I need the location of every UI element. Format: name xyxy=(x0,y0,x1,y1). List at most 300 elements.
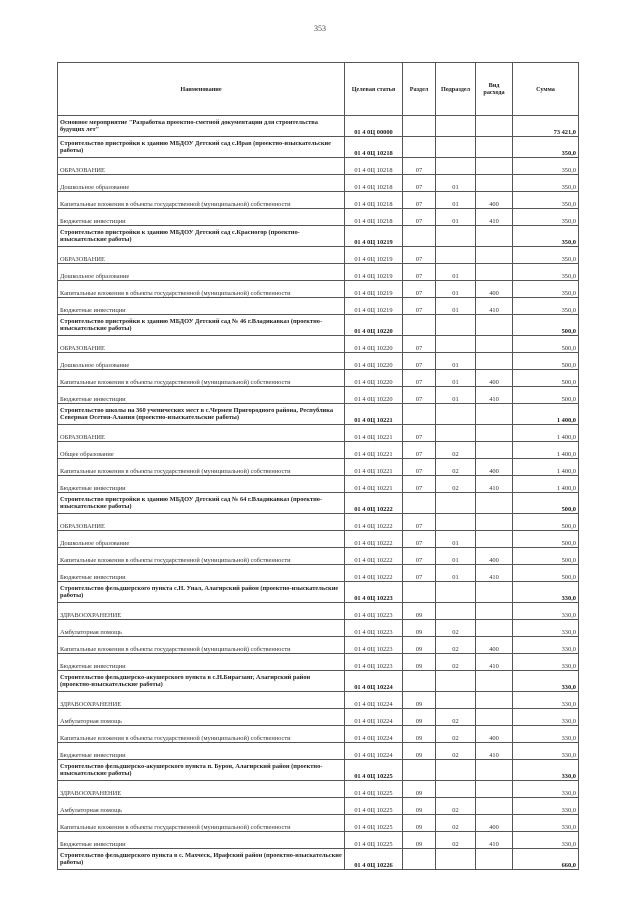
row-sum: 500,0 xyxy=(513,336,579,353)
row-sum: 350,0 xyxy=(513,137,579,158)
row-sum: 500,0 xyxy=(513,315,579,336)
row-section: 07 xyxy=(403,425,436,442)
row-subsection: 02 xyxy=(436,654,476,671)
row-expense-type xyxy=(476,175,513,192)
row-subsection xyxy=(436,493,476,514)
row-subsection xyxy=(436,582,476,603)
row-section xyxy=(403,404,436,425)
row-name: Бюджетные инвестиции xyxy=(58,298,345,315)
row-code: 01 4 0Ц 10222 xyxy=(345,531,403,548)
row-sum: 500,0 xyxy=(513,514,579,531)
row-section: 09 xyxy=(403,743,436,760)
row-expense-type xyxy=(476,692,513,709)
row-section: 07 xyxy=(403,476,436,493)
row-code: 01 4 0Ц 10224 xyxy=(345,743,403,760)
row-code: 01 4 0Ц 10223 xyxy=(345,582,403,603)
row-section: 07 xyxy=(403,192,436,209)
row-section: 07 xyxy=(403,565,436,582)
row-subsection xyxy=(436,226,476,247)
table-row xyxy=(58,692,579,709)
row-code: 01 4 0Ц 10222 xyxy=(345,514,403,531)
row-name: Строительство фельдшерского пункта в с. Махческ, Ирафский район (проектно-изыскательские работы) xyxy=(58,849,345,870)
table-row xyxy=(58,387,579,404)
row-sum: 350,0 xyxy=(513,209,579,226)
header-code: Целевая статья xyxy=(345,63,403,116)
row-section: 07 xyxy=(403,209,436,226)
row-code: 01 4 0Ц 10225 xyxy=(345,781,403,798)
row-subsection: 02 xyxy=(436,743,476,760)
row-section: 07 xyxy=(403,175,436,192)
table-row xyxy=(58,565,579,582)
row-expense-type xyxy=(476,442,513,459)
table-row xyxy=(58,336,579,353)
table-row xyxy=(58,226,579,247)
row-name: Капитальные вложения в объекты государственной (муниципальной) собственности xyxy=(58,726,345,743)
row-subsection xyxy=(436,603,476,620)
row-name: Дошкольное образование xyxy=(58,264,345,281)
row-code: 01 4 0Ц 10219 xyxy=(345,247,403,264)
row-code: 01 4 0Ц 10219 xyxy=(345,281,403,298)
row-name: Строительство пристройки к зданию МБДОУ Детский сад № 46 г.Владикавказ (проектно-изыскательские работы) xyxy=(58,315,345,336)
row-expense-type: 400 xyxy=(476,192,513,209)
row-section xyxy=(403,849,436,870)
row-code: 01 4 0Ц 10221 xyxy=(345,404,403,425)
row-expense-type: 400 xyxy=(476,370,513,387)
row-name: Капитальные вложения в объекты государственной (муниципальной) собственности xyxy=(58,637,345,654)
header-subsection: Подраздел xyxy=(436,63,476,116)
row-name: Амбулаторная помощь xyxy=(58,709,345,726)
row-expense-type: 410 xyxy=(476,298,513,315)
row-section xyxy=(403,493,436,514)
row-section xyxy=(403,315,436,336)
row-name: ОБРАЗОВАНИЕ xyxy=(58,158,345,175)
row-subsection: 01 xyxy=(436,565,476,582)
row-expense-type xyxy=(476,226,513,247)
row-expense-type xyxy=(476,116,513,137)
row-expense-type xyxy=(476,137,513,158)
page-number: 353 xyxy=(314,24,326,33)
row-subsection xyxy=(436,315,476,336)
row-expense-type: 400 xyxy=(476,548,513,565)
table-body xyxy=(58,116,579,870)
row-name: Общее образование xyxy=(58,442,345,459)
row-name: Бюджетные инвестиции xyxy=(58,209,345,226)
row-code: 01 4 0Ц 10224 xyxy=(345,726,403,743)
row-section: 07 xyxy=(403,298,436,315)
row-name: Капитальные вложения в объекты государственной (муниципальной) собственности xyxy=(58,192,345,209)
row-sum: 330,0 xyxy=(513,781,579,798)
row-name: Бюджетные инвестиции xyxy=(58,476,345,493)
row-section: 07 xyxy=(403,459,436,476)
row-sum: 330,0 xyxy=(513,815,579,832)
row-name: Капитальные вложения в объекты государственной (муниципальной) собственности xyxy=(58,548,345,565)
row-sum: 500,0 xyxy=(513,548,579,565)
row-name: Амбулаторная помощь xyxy=(58,798,345,815)
table-row xyxy=(58,781,579,798)
row-sum: 1 400,0 xyxy=(513,425,579,442)
row-section xyxy=(403,226,436,247)
row-subsection: 02 xyxy=(436,620,476,637)
row-code: 01 4 0Ц 10224 xyxy=(345,709,403,726)
row-expense-type xyxy=(476,336,513,353)
row-sum: 330,0 xyxy=(513,637,579,654)
row-section: 09 xyxy=(403,781,436,798)
row-code: 01 4 0Ц 10221 xyxy=(345,425,403,442)
row-expense-type xyxy=(476,582,513,603)
row-sum: 350,0 xyxy=(513,158,579,175)
table-row xyxy=(58,743,579,760)
row-expense-type xyxy=(476,531,513,548)
table-row xyxy=(58,370,579,387)
row-expense-type: 410 xyxy=(476,743,513,760)
table-row xyxy=(58,209,579,226)
row-sum: 500,0 xyxy=(513,353,579,370)
table-row xyxy=(58,264,579,281)
row-expense-type xyxy=(476,603,513,620)
row-name: Строительство пристройки к зданию МБДОУ Детский сад с.Красногор (проектно-изыскательские работы) xyxy=(58,226,345,247)
row-expense-type xyxy=(476,404,513,425)
row-expense-type xyxy=(476,620,513,637)
row-sum: 1 400,0 xyxy=(513,442,579,459)
row-code: 01 4 0Ц 10220 xyxy=(345,353,403,370)
row-name: Капитальные вложения в объекты государственной (муниципальной) собственности xyxy=(58,370,345,387)
table-row xyxy=(58,247,579,264)
row-subsection xyxy=(436,137,476,158)
row-section: 09 xyxy=(403,654,436,671)
row-subsection: 01 xyxy=(436,387,476,404)
table-row xyxy=(58,137,579,158)
row-section: 07 xyxy=(403,353,436,370)
row-section xyxy=(403,760,436,781)
row-sum: 500,0 xyxy=(513,370,579,387)
row-name: Капитальные вложения в объекты государственной (муниципальной) собственности xyxy=(58,281,345,298)
row-code: 01 4 0Ц 10221 xyxy=(345,476,403,493)
table-row xyxy=(58,476,579,493)
row-subsection: 01 xyxy=(436,192,476,209)
row-expense-type xyxy=(476,849,513,870)
table-row xyxy=(58,116,579,137)
row-code: 01 4 0Ц 10220 xyxy=(345,370,403,387)
row-expense-type xyxy=(476,709,513,726)
row-code: 01 4 0Ц 10219 xyxy=(345,298,403,315)
row-sum: 1 400,0 xyxy=(513,476,579,493)
row-subsection: 01 xyxy=(436,209,476,226)
row-sum: 330,0 xyxy=(513,743,579,760)
row-code: 01 4 0Ц 10220 xyxy=(345,336,403,353)
row-subsection xyxy=(436,692,476,709)
row-name: Строительство фельдшерско-акушерского пункта п. Бурон, Алагирский район (проектно-изыскательские работы) xyxy=(58,760,345,781)
row-code: 01 4 0Ц 10225 xyxy=(345,760,403,781)
row-sum: 350,0 xyxy=(513,192,579,209)
table-row xyxy=(58,281,579,298)
row-sum: 1 400,0 xyxy=(513,459,579,476)
row-code: 01 4 0Ц 10224 xyxy=(345,671,403,692)
row-sum: 660,0 xyxy=(513,849,579,870)
row-sum: 330,0 xyxy=(513,603,579,620)
row-section: 07 xyxy=(403,548,436,565)
row-section: 09 xyxy=(403,798,436,815)
row-subsection: 01 xyxy=(436,353,476,370)
row-code: 01 4 0Ц 10223 xyxy=(345,620,403,637)
row-section: 07 xyxy=(403,158,436,175)
row-expense-type: 410 xyxy=(476,476,513,493)
row-subsection xyxy=(436,425,476,442)
row-subsection: 02 xyxy=(436,709,476,726)
row-subsection: 02 xyxy=(436,442,476,459)
row-name: Строительство пристройки к зданию МБДОУ Детский сад № 64 г.Владикавказ (проектно-изыскательские работы) xyxy=(58,493,345,514)
row-code: 01 4 0Ц 10222 xyxy=(345,493,403,514)
row-sum: 350,0 xyxy=(513,298,579,315)
row-sum: 330,0 xyxy=(513,709,579,726)
row-expense-type: 410 xyxy=(476,565,513,582)
row-section xyxy=(403,116,436,137)
row-section: 09 xyxy=(403,620,436,637)
row-expense-type xyxy=(476,493,513,514)
row-code: 01 4 0Ц 10220 xyxy=(345,315,403,336)
row-code: 01 4 0Ц 10218 xyxy=(345,137,403,158)
row-section: 07 xyxy=(403,264,436,281)
row-sum: 350,0 xyxy=(513,247,579,264)
row-name: ЗДРАВООХРАНЕНИЕ xyxy=(58,781,345,798)
row-code: 01 4 0Ц 10219 xyxy=(345,264,403,281)
row-subsection: 02 xyxy=(436,459,476,476)
row-name: Капитальные вложения в объекты государственной (муниципальной) собственности xyxy=(58,459,345,476)
table-row xyxy=(58,798,579,815)
row-subsection xyxy=(436,116,476,137)
row-sum: 500,0 xyxy=(513,387,579,404)
row-expense-type xyxy=(476,760,513,781)
row-section: 07 xyxy=(403,370,436,387)
row-code: 01 4 0Ц 10222 xyxy=(345,565,403,582)
row-name: Бюджетные инвестиции xyxy=(58,654,345,671)
row-code: 01 4 0Ц 10225 xyxy=(345,798,403,815)
row-sum: 330,0 xyxy=(513,582,579,603)
row-section xyxy=(403,582,436,603)
row-name: Строительство фельдшерского пункта с.Н. Унал, Алагирский район (проектно-изыскательские работы) xyxy=(58,582,345,603)
row-section: 07 xyxy=(403,514,436,531)
row-sum: 500,0 xyxy=(513,531,579,548)
row-subsection: 01 xyxy=(436,298,476,315)
row-subsection xyxy=(436,781,476,798)
row-expense-type xyxy=(476,315,513,336)
row-expense-type xyxy=(476,798,513,815)
row-expense-type xyxy=(476,514,513,531)
row-code: 01 4 0Ц 10218 xyxy=(345,209,403,226)
row-sum: 330,0 xyxy=(513,832,579,849)
row-expense-type: 400 xyxy=(476,637,513,654)
row-name: Основное мероприятие "Разработка проектно-сметной документации для строительства будущих лет" xyxy=(58,116,345,137)
row-name: Бюджетные инвестиции xyxy=(58,387,345,404)
row-name: Строительство пристройки к зданию МБДОУ Детский сад с.Ирав (проектно-изыскательские работы) xyxy=(58,137,345,158)
table-row xyxy=(58,404,579,425)
row-name: Строительство фельдшерско-акушерского пункта в с.Н.Бирагзанг, Алагирский район (проектно-изыскательские работы) xyxy=(58,671,345,692)
row-code: 01 4 0Ц 10223 xyxy=(345,654,403,671)
row-code: 01 4 0Ц 10221 xyxy=(345,442,403,459)
row-code: 01 4 0Ц 10225 xyxy=(345,832,403,849)
row-name: ЗДРАВООХРАНЕНИЕ xyxy=(58,692,345,709)
table-row xyxy=(58,815,579,832)
table-row xyxy=(58,709,579,726)
table-row xyxy=(58,637,579,654)
row-code: 01 4 0Ц 10219 xyxy=(345,226,403,247)
row-subsection: 01 xyxy=(436,264,476,281)
table-row xyxy=(58,315,579,336)
row-code: 01 4 0Ц 10218 xyxy=(345,175,403,192)
row-section: 07 xyxy=(403,531,436,548)
row-section xyxy=(403,671,436,692)
table-row xyxy=(58,849,579,870)
row-sum: 73 421,0 xyxy=(513,116,579,137)
row-sum: 350,0 xyxy=(513,175,579,192)
row-expense-type xyxy=(476,781,513,798)
row-section: 07 xyxy=(403,442,436,459)
row-name: Бюджетные инвестиции xyxy=(58,565,345,582)
row-section: 09 xyxy=(403,815,436,832)
row-sum: 330,0 xyxy=(513,654,579,671)
table-row xyxy=(58,548,579,565)
row-subsection: 01 xyxy=(436,370,476,387)
row-name: Капитальные вложения в объекты государственной (муниципальной) собственности xyxy=(58,815,345,832)
row-section: 07 xyxy=(403,247,436,264)
row-name: ОБРАЗОВАНИЕ xyxy=(58,425,345,442)
row-code: 01 4 0Ц 10225 xyxy=(345,815,403,832)
row-expense-type xyxy=(476,353,513,370)
row-subsection xyxy=(436,760,476,781)
table-row xyxy=(58,671,579,692)
table-row xyxy=(58,425,579,442)
row-subsection: 02 xyxy=(436,815,476,832)
table-row xyxy=(58,192,579,209)
table-row xyxy=(58,353,579,370)
row-section: 07 xyxy=(403,387,436,404)
row-code: 01 4 0Ц 10220 xyxy=(345,387,403,404)
table-header-row xyxy=(58,63,579,116)
table-row xyxy=(58,158,579,175)
row-name: Строительство школы на 360 ученических мест в с.Чермен Пригородного района, Республика Северная Осетия-Алания (проектно-изыскательские работы) xyxy=(58,404,345,425)
table-row xyxy=(58,760,579,781)
row-subsection: 02 xyxy=(436,832,476,849)
row-section: 09 xyxy=(403,726,436,743)
row-expense-type xyxy=(476,158,513,175)
row-expense-type xyxy=(476,425,513,442)
row-code: 01 4 0Ц 10226 xyxy=(345,849,403,870)
row-expense-type xyxy=(476,264,513,281)
table-row xyxy=(58,298,579,315)
row-code: 01 4 0Ц 10223 xyxy=(345,603,403,620)
row-section: 09 xyxy=(403,709,436,726)
row-name: ОБРАЗОВАНИЕ xyxy=(58,247,345,264)
table-row xyxy=(58,620,579,637)
row-subsection xyxy=(436,247,476,264)
table-row xyxy=(58,459,579,476)
row-subsection: 02 xyxy=(436,726,476,743)
header-sum: Сумма xyxy=(513,63,579,116)
row-code: 01 4 0Ц 10221 xyxy=(345,459,403,476)
table-row xyxy=(58,726,579,743)
row-code: 01 4 0Ц 10218 xyxy=(345,158,403,175)
row-name: Амбулаторная помощь xyxy=(58,620,345,637)
header-name: Наименование xyxy=(58,63,345,116)
row-code: 01 4 0Ц 10224 xyxy=(345,692,403,709)
table-row xyxy=(58,832,579,849)
row-subsection: 02 xyxy=(436,637,476,654)
row-subsection: 01 xyxy=(436,281,476,298)
row-name: ЗДРАВООХРАНЕНИЕ xyxy=(58,603,345,620)
row-sum: 330,0 xyxy=(513,692,579,709)
row-section: 09 xyxy=(403,603,436,620)
row-code: 01 4 0Ц 10223 xyxy=(345,637,403,654)
table-row xyxy=(58,582,579,603)
row-subsection xyxy=(436,514,476,531)
row-subsection: 01 xyxy=(436,175,476,192)
row-sum: 350,0 xyxy=(513,226,579,247)
table-row xyxy=(58,493,579,514)
row-subsection xyxy=(436,158,476,175)
row-expense-type: 400 xyxy=(476,726,513,743)
row-subsection xyxy=(436,336,476,353)
row-sum: 350,0 xyxy=(513,264,579,281)
table-row xyxy=(58,654,579,671)
row-sum: 330,0 xyxy=(513,726,579,743)
row-section: 09 xyxy=(403,692,436,709)
row-section: 09 xyxy=(403,637,436,654)
table-row xyxy=(58,514,579,531)
row-sum: 500,0 xyxy=(513,493,579,514)
row-expense-type: 410 xyxy=(476,209,513,226)
table-row xyxy=(58,603,579,620)
row-sum: 350,0 xyxy=(513,281,579,298)
row-section: 07 xyxy=(403,281,436,298)
row-section: 09 xyxy=(403,832,436,849)
header-section: Раздел xyxy=(403,63,436,116)
table-row xyxy=(58,531,579,548)
row-subsection: 02 xyxy=(436,798,476,815)
row-sum: 330,0 xyxy=(513,760,579,781)
row-name: Дошкольное образование xyxy=(58,531,345,548)
row-section xyxy=(403,137,436,158)
row-code: 01 4 0Ц 10218 xyxy=(345,192,403,209)
row-expense-type: 410 xyxy=(476,832,513,849)
row-expense-type: 410 xyxy=(476,654,513,671)
row-code: 01 4 0Ц 10222 xyxy=(345,548,403,565)
row-section: 07 xyxy=(403,336,436,353)
row-subsection: 01 xyxy=(436,548,476,565)
row-subsection xyxy=(436,849,476,870)
row-sum: 1 400,0 xyxy=(513,404,579,425)
row-subsection xyxy=(436,671,476,692)
table-row xyxy=(58,442,579,459)
row-name: Дошкольное образование xyxy=(58,175,345,192)
row-sum: 500,0 xyxy=(513,565,579,582)
row-expense-type xyxy=(476,247,513,264)
row-sum: 330,0 xyxy=(513,671,579,692)
row-expense-type xyxy=(476,671,513,692)
row-subsection xyxy=(436,404,476,425)
row-expense-type: 400 xyxy=(476,459,513,476)
table-row xyxy=(58,175,579,192)
row-name: Бюджетные инвестиции xyxy=(58,743,345,760)
row-name: ОБРАЗОВАНИЕ xyxy=(58,336,345,353)
row-subsection: 02 xyxy=(436,476,476,493)
header-expense-type: Вид расхода xyxy=(476,63,513,116)
row-sum: 330,0 xyxy=(513,620,579,637)
budget-table xyxy=(57,62,579,870)
row-name: ОБРАЗОВАНИЕ xyxy=(58,514,345,531)
row-code: 01 4 0Ц 00000 xyxy=(345,116,403,137)
row-expense-type: 400 xyxy=(476,815,513,832)
row-subsection: 01 xyxy=(436,531,476,548)
row-expense-type: 400 xyxy=(476,281,513,298)
